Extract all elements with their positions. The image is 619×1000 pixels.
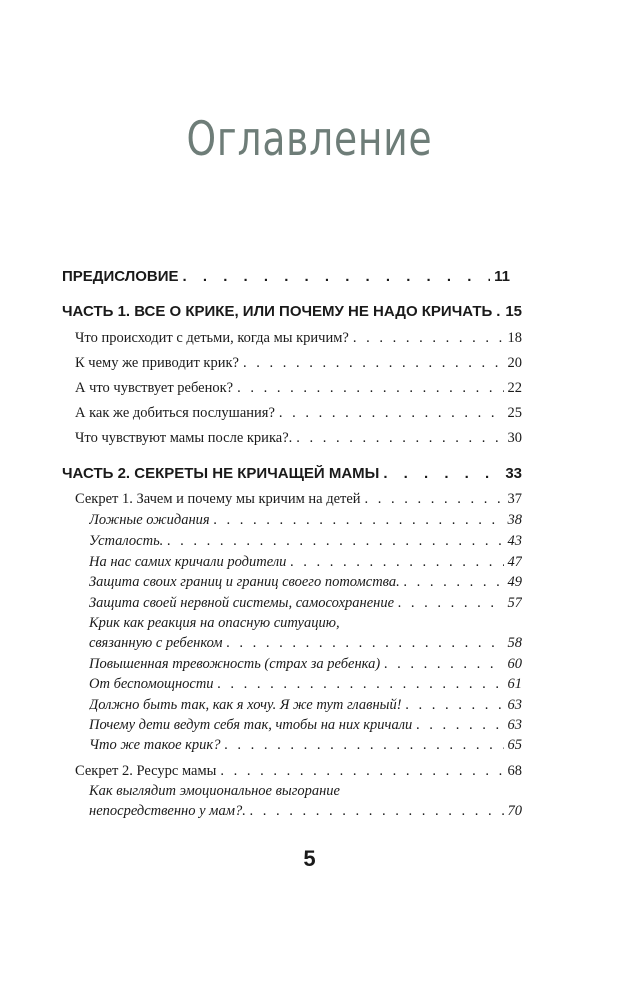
toc-entry-page: 37 [507, 491, 522, 507]
toc-leader-dots [243, 355, 504, 372]
toc-entry-preface[interactable] [62, 268, 510, 285]
toc-entry-title: На нас самих кричали родители [89, 554, 287, 570]
toc-subentry[interactable] [89, 803, 522, 820]
toc-entry-page: 38 [507, 512, 522, 528]
page-title: Оглавление [186, 112, 433, 167]
toc-subentry[interactable] [89, 533, 522, 550]
toc-entry-title: Почему дети ведут себя так, чтобы на них кричали [89, 717, 413, 733]
toc-entry-page: 20 [507, 355, 522, 371]
toc-entry-page: 57 [507, 595, 522, 611]
toc-leader-dots [290, 554, 503, 571]
toc-entry-title: К чему же приводит крик? [75, 355, 239, 371]
toc-leader-dots [218, 676, 504, 693]
toc-subentry[interactable] [89, 717, 522, 734]
toc-subentry[interactable] [89, 697, 522, 714]
toc-entry-page: 58 [507, 635, 522, 651]
toc-entry-title: Что происходит с детьми, когда мы кричим? [75, 330, 349, 346]
toc-entry-title: ПРЕДИСЛОВИЕ [62, 268, 179, 285]
toc-entry-title: связанную с ребенком [89, 635, 223, 651]
toc-entry-title: Должно быть так, как я хочу. Я же тут главный! [89, 697, 402, 713]
toc-entry-title: Секрет 1. Зачем и почему мы кричим на детей [75, 491, 361, 507]
toc-entry-title: Что чувствуют мамы после крика?. [75, 430, 293, 446]
toc-entry[interactable] [75, 405, 522, 422]
toc-entry-page: 49 [507, 574, 522, 590]
toc-subentry[interactable] [89, 512, 522, 529]
toc-leader-dots [384, 656, 503, 673]
toc-entry-page: 18 [507, 330, 522, 346]
toc-leader-dots [237, 380, 503, 397]
toc-subentry[interactable] [89, 676, 522, 693]
toc-entry-page: 65 [507, 737, 522, 753]
toc-subentry-line1: Как выглядит эмоциональное выгорание [89, 783, 340, 799]
toc-leader-dots [224, 737, 503, 754]
toc-entry-page: 68 [507, 763, 522, 779]
toc-leader-dots [167, 533, 503, 550]
toc-entry-page: 25 [507, 405, 522, 421]
toc-entry-page: 63 [507, 697, 522, 713]
toc-leader-dots [496, 303, 501, 320]
toc-entry[interactable] [75, 355, 522, 372]
toc-leader-dots [404, 574, 504, 591]
toc-entry-page: 11 [494, 268, 510, 285]
toc-entry-title: А как же добиться послушания? [75, 405, 275, 421]
toc-leader-dots [406, 697, 504, 714]
toc-entry-page: 70 [507, 803, 522, 819]
toc-leader-dots [365, 491, 504, 508]
toc-entry[interactable] [75, 380, 522, 397]
toc-entry-part-1[interactable] [62, 303, 522, 320]
toc-entry[interactable] [75, 430, 522, 447]
toc-entry-page: 15 [505, 303, 522, 320]
toc-subentry-line1: Крик как реакция на опасную ситуацию, [89, 615, 340, 631]
toc-leader-dots [416, 717, 503, 734]
toc-entry-page: 33 [505, 465, 522, 482]
toc-entry-title: От беспомощности [89, 676, 214, 692]
toc-leader-dots [279, 405, 504, 422]
toc-entry-title: ЧАСТЬ 1. ВСЕ О КРИКЕ, ИЛИ ПОЧЕМУ НЕ НАДО КРИЧАТЬ [62, 303, 493, 320]
toc-entry-title: Защита своих границ и границ своего потомства. [89, 574, 400, 590]
toc-leader-dots [220, 763, 503, 780]
toc-subentry[interactable] [89, 656, 522, 673]
toc-entry-title: Усталость. [89, 533, 164, 549]
toc-entry[interactable] [75, 330, 522, 347]
toc-entry-title: Ложные ожидания [89, 512, 210, 528]
toc-entry-title: Защита своей нервной системы, самосохранение [89, 595, 395, 611]
toc-entry-title: Секрет 2. Ресурс мамы [75, 763, 217, 779]
toc-entry-title: Что же такое крик? [89, 737, 221, 753]
toc-entry-title: Повышенная тревожность (страх за ребенка) [89, 656, 381, 672]
toc-subentry[interactable] [89, 554, 522, 571]
toc-entry-page: 22 [507, 380, 522, 396]
toc-entry-secret-2[interactable] [75, 763, 522, 780]
toc-subentry[interactable] [89, 595, 522, 612]
toc-entry-page: 43 [507, 533, 522, 549]
toc-entry-secret-1[interactable] [75, 491, 522, 508]
toc-leader-dots [227, 635, 504, 652]
toc-leader-dots [296, 430, 503, 447]
toc-leader-dots [398, 595, 503, 612]
toc-entry-title: ЧАСТЬ 2. СЕКРЕТЫ НЕ КРИЧАЩЕЙ МАМЫ [62, 465, 380, 482]
toc-entry-page: 47 [507, 554, 522, 570]
toc-subentry[interactable] [89, 574, 522, 591]
page-number: 5 [303, 846, 316, 871]
toc-entry-page: 63 [507, 717, 522, 733]
toc-leader-dots [214, 512, 504, 529]
toc-subentry[interactable] [89, 635, 522, 652]
toc-entry-page: 30 [507, 430, 522, 446]
toc-entry-page: 60 [507, 656, 522, 672]
toc-leader-dots [183, 268, 491, 285]
toc-entry-title: А что чувствует ребенок? [75, 380, 234, 396]
toc-entry-part-2[interactable] [62, 465, 522, 482]
toc-leader-dots [383, 465, 501, 482]
toc-leader-dots [353, 330, 504, 347]
toc-entry-title: непосредственно у мам?. [89, 803, 246, 819]
toc-leader-dots [250, 803, 504, 820]
toc-entry-page: 61 [507, 676, 522, 692]
toc-subentry[interactable] [89, 737, 522, 754]
